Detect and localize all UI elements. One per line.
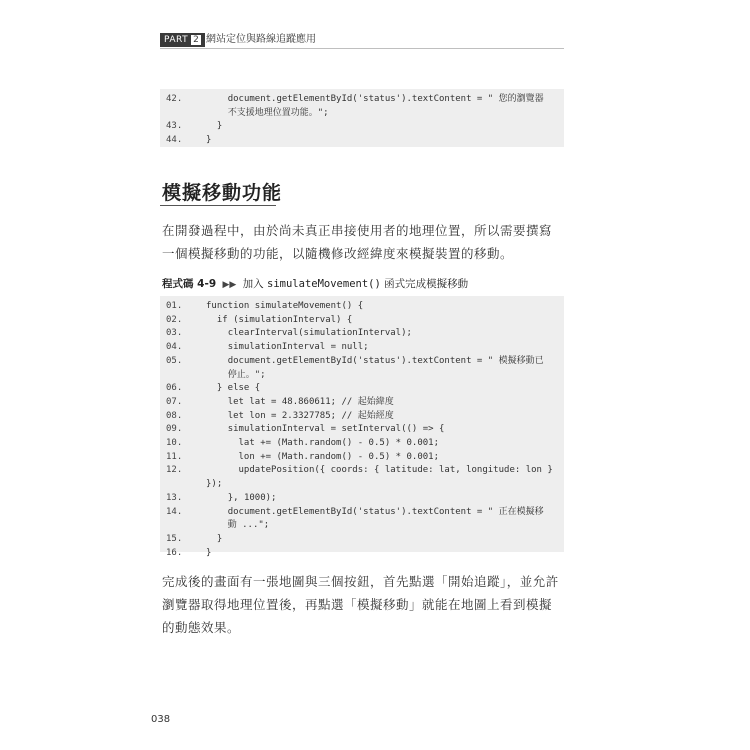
page-number: 038 xyxy=(151,714,171,725)
code-block-1 xyxy=(160,89,564,147)
header-title: 網站定位與路線追蹤應用 xyxy=(206,34,316,45)
caption-label: 程式碼 4-9 xyxy=(162,278,217,290)
code-line xyxy=(160,300,564,314)
code-line xyxy=(160,355,564,382)
line-number: 01. xyxy=(166,301,183,311)
code-line xyxy=(160,547,564,561)
code-line xyxy=(160,423,564,437)
line-number: 05. xyxy=(166,355,183,366)
line-number: 06. xyxy=(166,383,183,394)
code-text: } xyxy=(206,547,212,558)
caption-text-before: 加入 xyxy=(242,278,264,290)
running-header xyxy=(160,33,564,49)
part-badge xyxy=(160,33,205,47)
code-text: simulationInterval = null; xyxy=(206,342,369,353)
caption-text-after: 函式完成模擬移動 xyxy=(384,278,469,290)
code-line xyxy=(160,396,564,410)
line-number: 15. xyxy=(166,533,183,544)
code-line xyxy=(160,410,564,424)
result-paragraph: 完成後的畫面有一張地圖與三個按鈕，首先點選「開始追蹤」，並允許瀏覽器取得地理位置後，再點選「模擬移動」就能在地圖上看到模擬的動態效果。 xyxy=(162,574,559,635)
line-number: 44. xyxy=(166,135,183,146)
caption-arrows-icon: ▶▶ xyxy=(222,280,237,290)
line-number: 08. xyxy=(166,410,183,421)
code-text: } xyxy=(206,533,223,544)
line-number: 03. xyxy=(166,328,183,339)
section-title-underline xyxy=(160,205,276,206)
code-text: let lat = 48.860611; // 起始緯度 xyxy=(206,396,394,407)
code-text: lat += (Math.random() - 0.5) * 0.001; xyxy=(206,438,439,449)
code-text: function simulateMovement() { xyxy=(206,301,364,311)
code-line xyxy=(160,120,564,134)
header-divider xyxy=(160,48,564,49)
line-number: 07. xyxy=(166,396,183,407)
code-line xyxy=(160,464,564,491)
caption-function-name: simulateMovement() xyxy=(267,278,381,290)
code-text: } xyxy=(206,121,223,132)
line-number: 04. xyxy=(166,342,183,353)
line-number: 43. xyxy=(166,121,183,132)
line-number: 02. xyxy=(166,314,183,325)
code-text: document.getElementById('status').textContent = " 正在模擬移 動 ..."; xyxy=(227,506,544,531)
code-text: let lon = 2.3327785; // 起始經度 xyxy=(206,410,394,421)
code-line xyxy=(160,327,564,341)
code-text: } else { xyxy=(206,383,261,394)
code-text: document.getElementById('status').textContent = " 您的瀏覽器 不支援地理位置功能。"; xyxy=(227,94,544,118)
section-title: 模擬移動功能 xyxy=(162,182,283,204)
code-line xyxy=(160,134,564,148)
code-text: document.getElementById('status').textContent = " 模擬移動已 停止。"; xyxy=(227,355,544,380)
line-number: 11. xyxy=(166,451,183,462)
code-text: }, 1000); xyxy=(206,492,277,503)
code-block-2 xyxy=(160,296,564,558)
code-text: updatePosition({ coords: { latitude: lat, longitude: lon } }); xyxy=(206,465,559,490)
code-line xyxy=(160,382,564,396)
code-text: clearInterval(simulationInterval); xyxy=(206,328,412,339)
code-caption xyxy=(162,276,468,291)
code-text: lon += (Math.random() - 0.5) * 0.001; xyxy=(206,451,439,462)
code-text: } xyxy=(206,135,212,146)
line-number: 42. xyxy=(166,94,183,104)
intro-paragraph: 在開發過程中，由於尚未真正串接使用者的地理位置，所以需要撰寫一個模擬移動的功能，以隨機修改經緯度來模擬裝置的移動。 xyxy=(162,223,553,261)
line-number: 10. xyxy=(166,438,183,449)
line-number: 12. xyxy=(166,465,183,476)
part-label: PART xyxy=(164,35,189,45)
line-number: 16. xyxy=(166,547,183,558)
code-line xyxy=(160,451,564,465)
code-text: simulationInterval = setInterval(() => { xyxy=(206,424,445,435)
line-number: 14. xyxy=(166,506,183,517)
line-number: 13. xyxy=(166,492,183,503)
code-line xyxy=(160,492,564,506)
code-line xyxy=(160,533,564,547)
code-text: if (simulationInterval) { xyxy=(206,314,353,325)
line-number: 09. xyxy=(166,424,183,435)
code-line xyxy=(160,437,564,451)
part-number: 2 xyxy=(193,35,200,45)
code-line xyxy=(160,93,564,120)
code-line xyxy=(160,314,564,328)
code-line xyxy=(160,341,564,355)
code-line xyxy=(160,506,564,533)
